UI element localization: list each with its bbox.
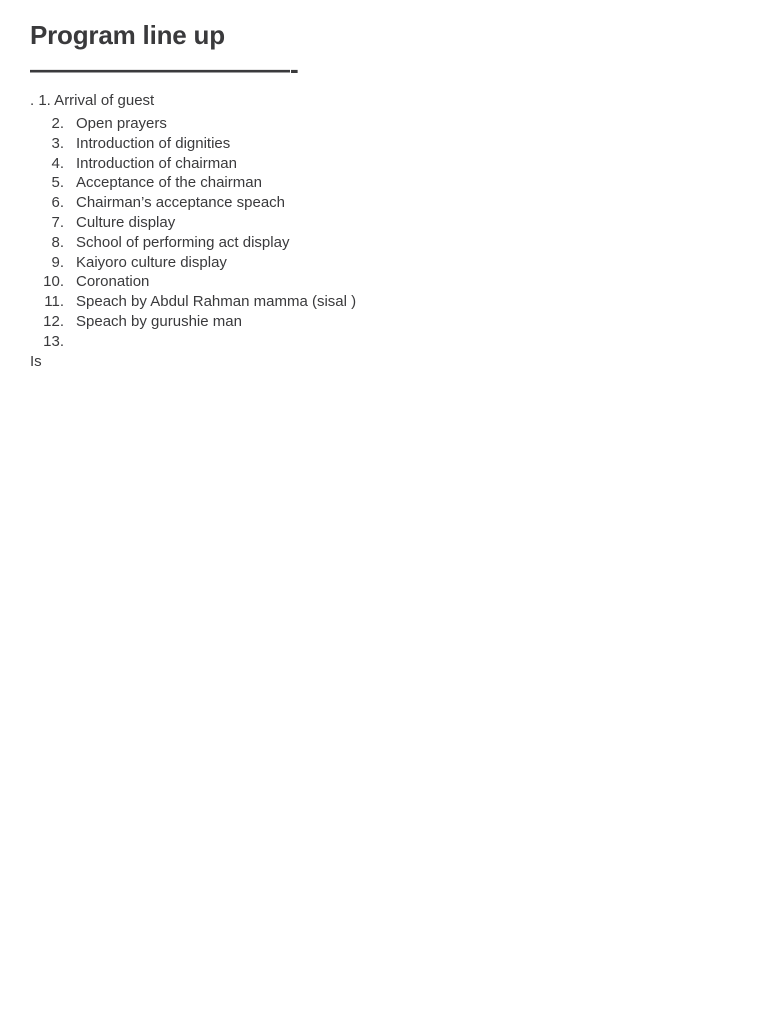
list-item-text: Introduction of dignities bbox=[76, 134, 231, 152]
list-item bbox=[30, 154, 356, 174]
program-list bbox=[30, 114, 356, 352]
list-item bbox=[30, 213, 356, 233]
list-item-text: Coronation bbox=[76, 273, 150, 291]
list-item-number: 3. bbox=[51, 134, 64, 152]
list-item-number: 5. bbox=[51, 174, 64, 192]
list-item bbox=[30, 134, 356, 154]
list-item-text: Chairman’s acceptance speach bbox=[76, 194, 286, 212]
list-item-number: 6. bbox=[51, 194, 64, 212]
list-item-number: 13. bbox=[43, 332, 64, 350]
list-item bbox=[30, 233, 356, 253]
list-item-number: 11. bbox=[44, 293, 64, 311]
trailing-text[interactable]: Is bbox=[30, 353, 42, 370]
list-item-text: Acceptance of the chairman bbox=[76, 174, 262, 192]
list-item-number: 2. bbox=[51, 115, 64, 132]
list-item-text: Open prayers bbox=[76, 115, 167, 132]
list-item bbox=[30, 332, 356, 352]
list-item bbox=[30, 114, 356, 134]
list-item bbox=[30, 312, 356, 332]
list-item bbox=[30, 173, 356, 193]
list-item-text: Speach by gurushie man bbox=[76, 312, 242, 330]
list-item-number: 8. bbox=[51, 233, 64, 251]
list-item-number: 10. bbox=[43, 273, 64, 291]
list-item bbox=[30, 272, 356, 292]
program-first-item: . 1. Arrival of guest bbox=[30, 92, 155, 109]
list-item-text: Culture display bbox=[76, 213, 176, 231]
list-item-text: Introduction of chairman bbox=[76, 154, 237, 172]
list-item-number: 4. bbox=[51, 154, 64, 172]
title-underline-rule: ——————————- bbox=[30, 54, 299, 84]
list-item bbox=[30, 292, 356, 312]
list-item-number: 9. bbox=[51, 253, 64, 271]
list-item bbox=[30, 253, 356, 273]
list-item-text: Speach by Abdul Rahman mamma (sisal ) bbox=[76, 293, 357, 311]
document-title: Program line up bbox=[30, 20, 225, 50]
list-item-number: 12. bbox=[43, 312, 64, 330]
list-item-text: Kaiyoro culture display bbox=[76, 253, 227, 271]
list-item-text: School of performing act display bbox=[76, 233, 290, 251]
list-item-number: 7. bbox=[51, 213, 64, 231]
list-item bbox=[30, 193, 356, 213]
